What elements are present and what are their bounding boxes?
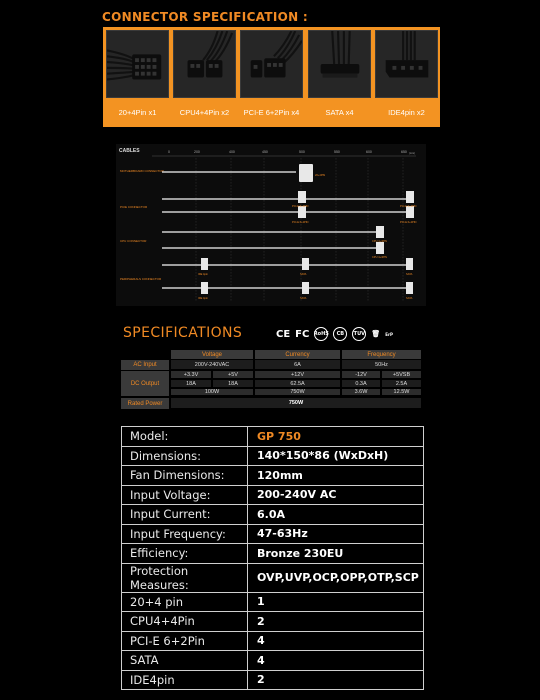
dc-rail: +5V (213, 371, 253, 379)
dc-amps: 18A (213, 380, 253, 388)
spec-value: GP 750 (248, 427, 424, 447)
weee-bin-icon: 🗑 (371, 330, 381, 338)
spec-value: 2 (248, 670, 424, 690)
scale-tick: 0 (168, 150, 170, 154)
cable-end-label: IDE 4pin (198, 273, 208, 276)
table-row (122, 485, 424, 505)
row-label-ac-input: AC Input (121, 360, 169, 370)
cable-group-label: MOTHERBOARD CONNECTOR (120, 169, 164, 173)
col-header-currency: Currency (255, 350, 340, 359)
scale-tick: 200 (194, 150, 200, 154)
spec-key: Fan Dimensions: (122, 466, 248, 486)
cable-end-label: PCI-E 6+2PIN (292, 221, 309, 224)
cable-end-label: CPU 4+4PIN (372, 240, 387, 243)
spec-value: 2 (248, 612, 424, 632)
cables-diagram (116, 144, 426, 306)
row-label-dc-output: DC Output (121, 371, 169, 396)
dc-watts: 100W (171, 389, 253, 396)
cable-end-label: SATA (300, 297, 307, 300)
cable-end-label: PCI-E 6+2PIN (400, 205, 417, 208)
table-row (122, 466, 424, 486)
table-row (122, 631, 424, 651)
cable-end-label: SATA (300, 273, 307, 276)
tuv-mark-icon: TUV (352, 327, 366, 341)
dc-amps: 62.5A (255, 380, 340, 388)
rated-power-value: 750W (171, 398, 421, 409)
scale-tick: 400 (229, 150, 235, 154)
dc-rail: -12V (342, 371, 380, 379)
scale-tick: 600 (366, 150, 372, 154)
fcc-mark-icon: FC (295, 328, 310, 340)
spec-value: 6.0A (248, 505, 424, 525)
dc-watts: 750W (255, 389, 340, 396)
table-row (122, 544, 424, 564)
rohs-mark-icon: RoHS (314, 327, 328, 341)
scale-tick: 450 (262, 150, 268, 154)
connector-spec-title: CONNECTOR SPECIFICATION : (102, 10, 309, 24)
table-row (122, 446, 424, 466)
connector-label: PCI-E 6+2Pin x4 (243, 108, 300, 117)
scale-tick: 550 (334, 150, 340, 154)
table-row (122, 670, 424, 690)
cable-end-label: IDE 4pin (198, 297, 208, 300)
spec-key: PCI-E 6+2Pin (122, 631, 248, 651)
cable-group-label: PCIE CONNECTOR (120, 205, 148, 209)
cable-end-label: CPU 4+4PIN (372, 256, 387, 259)
connector-label: SATA x4 (325, 108, 354, 117)
ac-voltage: 200V-240VAC (171, 360, 253, 370)
erp-mark-icon: ErP (385, 331, 393, 337)
spec-key: CPU4+4Pin (122, 612, 248, 632)
cable-end-label: PCI-E 6+2PIN (400, 221, 417, 224)
scale-tick: 650 (401, 150, 407, 154)
col-header-voltage: Voltage (171, 350, 253, 359)
table-row (122, 427, 424, 447)
table-row (122, 524, 424, 544)
spec-key: IDE4pin (122, 670, 248, 690)
cable-group-label: PERIPHERALS CONNECTOR (120, 277, 162, 281)
molex-connector-icon (375, 30, 438, 98)
dc-amps: 18A (171, 380, 211, 388)
connector-label: IDE4pin x2 (388, 108, 425, 117)
spec-key: SATA (122, 651, 248, 671)
cable-group-label: CPU CONNECTOR (120, 239, 147, 243)
spec-value: 140*150*86 (WxDxH) (248, 446, 424, 466)
specifications-title: SPECIFICATIONS (123, 325, 243, 341)
cable-end-label: 20+4PIN (315, 174, 326, 177)
table-row (122, 651, 424, 671)
spec-key: Input Frequency: (122, 524, 248, 544)
ac-frequency: 50Hz (342, 360, 421, 370)
sata-connector-icon (308, 30, 371, 98)
dc-watts: 12.5W (382, 389, 421, 396)
spec-value: 4 (248, 631, 424, 651)
pcie-8pin-connector-icon (240, 30, 303, 98)
scale-tick: 500 (299, 150, 305, 154)
col-header-frequency: Frequency (342, 350, 421, 359)
cable-end-label: SATA (406, 273, 413, 276)
spec-value: 4 (248, 651, 424, 671)
connector-label: 20+4Pin x1 (118, 108, 157, 117)
model-spec-table (121, 426, 424, 690)
table-row (122, 563, 424, 592)
certification-logos (276, 323, 393, 345)
specifications-table (121, 350, 421, 414)
cable-end-label: SATA (406, 297, 413, 300)
table-row (122, 612, 424, 632)
spec-value: 120mm (248, 466, 424, 486)
ce-mark-icon: CE (276, 328, 291, 340)
atx-24pin-connector-icon (106, 30, 169, 98)
dc-watts: 3.6W (342, 389, 380, 396)
cables-title: CABLES (119, 148, 140, 154)
dc-rail: +12V (255, 371, 340, 379)
spec-key: Protection Measures: (122, 563, 248, 592)
table-row (122, 592, 424, 612)
connector-label: CPU4+4Pin x2 (179, 108, 230, 117)
spec-value: Bronze 230EU (248, 544, 424, 564)
spec-value: 1 (248, 592, 424, 612)
dc-amps: 2.5A (382, 380, 421, 388)
cable-end-label: PCI-E 6+2PIN (292, 205, 309, 208)
table-row (122, 505, 424, 525)
dc-amps: 0.3A (342, 380, 380, 388)
ac-current: 6A (255, 360, 340, 370)
spec-key: Input Current: (122, 505, 248, 525)
cb-mark-icon: CB (333, 327, 347, 341)
connector-strip (103, 27, 440, 127)
scale-unit: (mm) (409, 152, 416, 155)
dc-rail: +5VSB (382, 371, 421, 379)
spec-key: Model: (122, 427, 248, 447)
cpu-8pin-connector-icon (173, 30, 236, 98)
dc-rail: +3.3V (171, 371, 211, 379)
spec-key: Efficiency: (122, 544, 248, 564)
spec-key: Input Voltage: (122, 485, 248, 505)
spec-key: Dimensions: (122, 446, 248, 466)
spec-value: OVP,UVP,OCP,OPP,OTP,SCP (248, 563, 424, 592)
row-label-rated-power: Rated Power (121, 398, 169, 409)
spec-key: 20+4 pin (122, 592, 248, 612)
spec-value: 200-240V AC (248, 485, 424, 505)
spec-value: 47-63Hz (248, 524, 424, 544)
